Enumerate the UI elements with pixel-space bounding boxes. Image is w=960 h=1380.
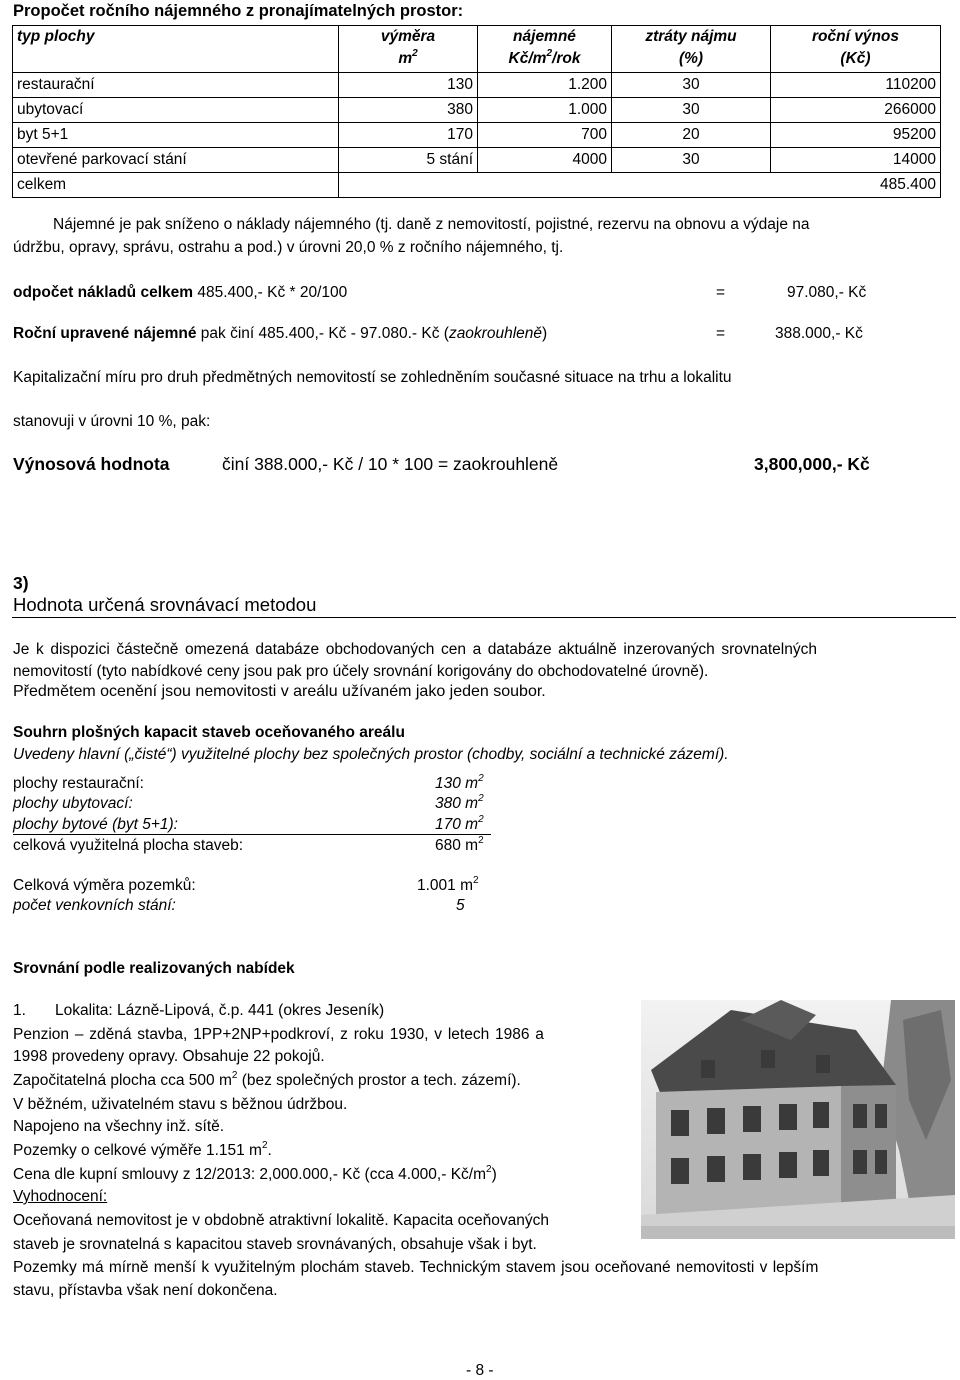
section-title: Hodnota určená srovnávací metodou (13, 594, 317, 615)
rent-table (12, 25, 941, 198)
cell-area: 170 (339, 123, 478, 148)
comparison-locality: Lokalita: Lázně-Lipová, č.p. 441 (okres Jeseník) (55, 1002, 385, 1019)
yield-result: 3,800,000,- Kč (754, 454, 870, 474)
table-row (13, 98, 941, 123)
yield-label: Výnosová hodnota (13, 454, 170, 474)
parking-label: počet venkovních stání: (13, 897, 176, 914)
table-header-row (13, 26, 941, 73)
cell-yield: 14000 (771, 148, 941, 173)
comparison-line: Pozemky o celkové výměře 1.151 $m^2$. (13, 1140, 272, 1159)
summary-label: plochy bytové (byt 5+1): (13, 816, 178, 833)
evaluation-line: staveb je srovnatelná s kapacitou staveb srovnávaných, obsahuje však i byt. (13, 1236, 537, 1253)
cell-area: 130 (339, 73, 478, 98)
evaluation-line: Pozemky má mírně menší k využitelným plochám staveb. Technickým stavem jsou oceňované nemovitosti v lepším (13, 1259, 819, 1276)
summary-label: celková využitelná plocha staveb: (13, 837, 244, 854)
section-title-rule (12, 617, 956, 618)
section-number: 3) (13, 573, 29, 593)
land-value: 1.001 $m^2$ (417, 875, 479, 894)
summary-value: 130 $m^2$ (435, 773, 484, 792)
table-row (13, 73, 941, 98)
parking-value: 5 (456, 897, 465, 914)
cell-area: 380 (339, 98, 478, 123)
yield-calc: činí 388.000,- Kč / 10 * 100 = zaokrouhleně (222, 454, 559, 474)
cell-area: 5 stání (339, 148, 478, 173)
comparison-line: Cena dle kupní smlouvy z 12/2013: 2,000.000,- Kč (cca 4.000,- $Kč/m^2$) (13, 1164, 497, 1183)
cell-rent: 1.200 (478, 73, 612, 98)
col-rent: nájemné $Kč/m^2$/rok (478, 26, 612, 73)
adjusted-line: Roční upravené nájemné pak činí 485.400,- Kč - 97.080.- Kč (zaokrouhleně) (13, 325, 548, 342)
comparison-line: Penzion – zděná stavba, 1PP+2NP+podkroví, z roku 1930, v letech 1986 a (13, 1026, 544, 1043)
cell-loss: 30 (612, 98, 771, 123)
cell-loss: 30 (612, 73, 771, 98)
rent-note-line2: údržbu, opravy, správu, ostrahu a pod.) v úrovni 20,0 % z ročního nájemného, tj. (13, 239, 564, 256)
intro-line2: nemovitostí (tyto nabídkové ceny jsou pak pro účely srovnání korigovány do obchodovatelné úrovně). (13, 663, 709, 680)
cell-yield: 266000 (771, 98, 941, 123)
summary-value: 380 $m^2$ (435, 793, 484, 812)
cell-loss: 20 (612, 123, 771, 148)
summary-label: plochy ubytovací: (13, 795, 133, 812)
table-row (13, 148, 941, 173)
cap-line1: Kapitalizační míru pro druh předmětných nemovitostí se zohledněním současné situace na trhu a lokalitu (13, 369, 732, 386)
deduction-equals: = (716, 284, 726, 301)
comparison-number: 1. (13, 1002, 26, 1019)
col-type: typ plochy (13, 26, 339, 73)
total-value: 485.400 (339, 173, 941, 198)
cell-type: byt 5+1 (13, 123, 339, 148)
summary-value: 680 $m^2$ (435, 835, 484, 854)
cell-yield: 110200 (771, 73, 941, 98)
deduction-result: 97.080,- Kč (787, 284, 867, 301)
evaluation-heading: Vyhodnocení: (13, 1188, 108, 1205)
cell-type: restaurační (13, 73, 339, 98)
deduction-line: odpočet nákladů celkem 485.400,- Kč * 20/100 (13, 284, 348, 301)
summary-value: 170 $m^2$ (435, 814, 484, 833)
cell-rent: 4000 (478, 148, 612, 173)
adjusted-equals: = (716, 325, 726, 342)
comparison-line: 1998 provedeny opravy. Obsahuje 22 pokojů. (13, 1048, 325, 1065)
col-yield: roční výnos (Kč) (771, 26, 941, 73)
cell-loss: 30 (612, 148, 771, 173)
col-area: výměra $m^2$ (339, 26, 478, 73)
intro-line1: Je k dispozici částečně omezená databáze obchodovaných cen a databáze aktuálně inzerovaných srovnatelných (13, 641, 817, 658)
cell-rent: 1.000 (478, 98, 612, 123)
page-number: - 8 - (466, 1362, 494, 1379)
comparison-line: Napojeno na všechny inž. sítě. (13, 1118, 225, 1135)
table-row (13, 123, 941, 148)
building-photo-svg (641, 1000, 955, 1239)
intro-line3: Předmětem ocenění jsou nemovitosti v areálu užívaném jako jeden soubor. (13, 683, 546, 700)
building-photo (641, 1000, 955, 1239)
calc-heading: Propočet ročního nájemného z pronajímatelných prostor: (13, 2, 464, 20)
summary-rule (13, 834, 491, 835)
cell-yield: 95200 (771, 123, 941, 148)
cell-rent: 700 (478, 123, 612, 148)
rent-note-line1: Nájemné je pak sníženo o náklady nájemného (tj. daně z nemovitostí, pojistné, rezervu na obnovu a výdaje na (53, 216, 810, 233)
total-label: celkem (13, 173, 339, 198)
cell-type: otevřené parkovací stání (13, 148, 339, 173)
comparison-heading: Srovnání podle realizovaných nabídek (13, 960, 295, 977)
table-total-row (13, 173, 941, 198)
comparison-line: V běžném, uživatelném stavu s běžnou údržbou. (13, 1096, 348, 1113)
summary-note: Uvedeny hlavní („čisté“) využitelné plochy bez společných prostor (chodby, sociální a technické zázemí). (13, 746, 729, 763)
comparison-line: Započitatelná plocha cca 500 $m^2$ (bez společných prostor a tech. zázemí). (13, 1070, 521, 1089)
evaluation-line: Oceňovaná nemovitost je v obdobně atraktivní lokalitě. Kapacita oceňovaných (13, 1212, 549, 1229)
adjusted-result: 388.000,- Kč (775, 325, 863, 342)
col-loss: ztráty nájmu (%) (612, 26, 771, 73)
cell-type: ubytovací (13, 98, 339, 123)
summary-label: plochy restaurační: (13, 775, 144, 792)
evaluation-line: stavu, přístavba však není dokončena. (13, 1282, 278, 1299)
land-label: Celková výměra pozemků: (13, 877, 196, 894)
summary-heading: Souhrn plošných kapacit staveb oceňovaného areálu (13, 724, 405, 741)
cap-line2: stanovuji v úrovni 10 %, pak: (13, 413, 211, 430)
